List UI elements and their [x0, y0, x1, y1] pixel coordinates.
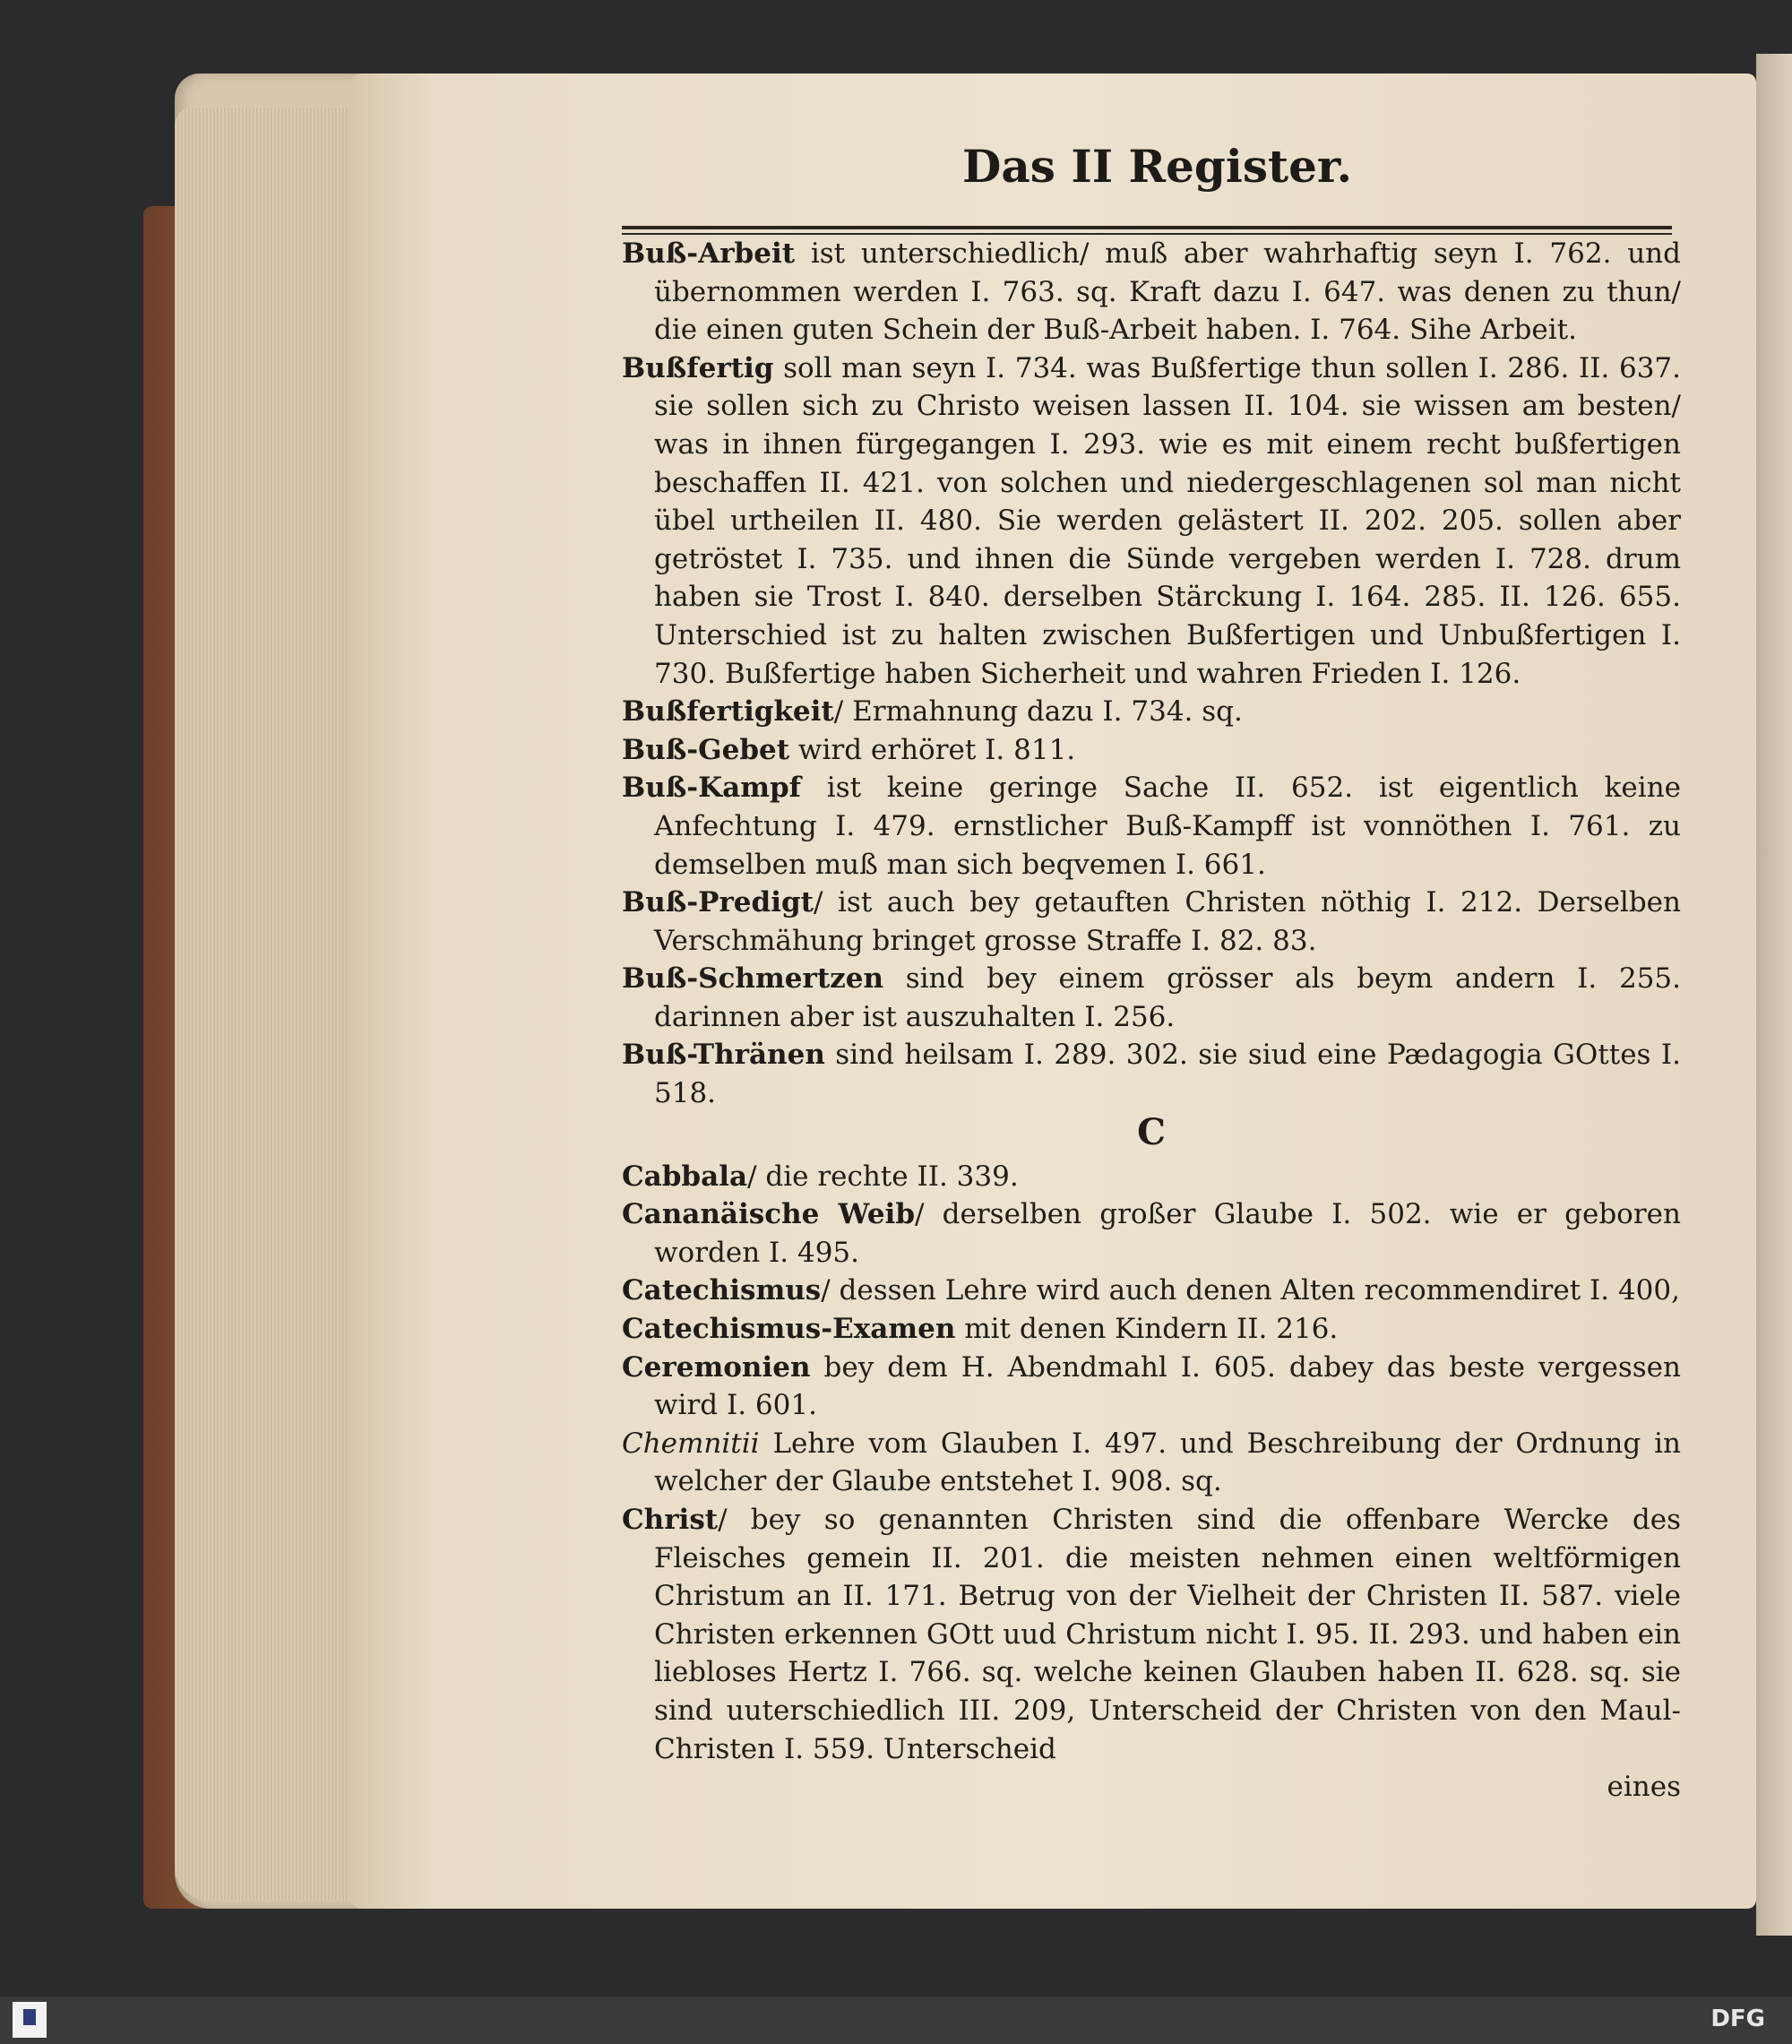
- register-entry: [622, 769, 1681, 884]
- register-entry: [622, 1158, 1681, 1196]
- register-entry: [622, 960, 1681, 1036]
- entry-text: / die rechte II. 339.: [747, 1160, 1019, 1193]
- entry-text: sind bey einem grösser als beym andern I. 255. darinnen aber ist auszuhalten I. 256.: [654, 962, 1681, 1033]
- header-rule: [622, 226, 1672, 229]
- entry-heading: Buß-Schmertzen: [622, 962, 884, 996]
- entry-text: ist keine geringe Sache II. 652. ist eigentlich keine Anfechtung I. 479. ernstlicher Buß-Kampff ist vonnöthen I. 761. zu demselben muß man sich beqvemen I. 661.: [654, 772, 1681, 881]
- register-entry: [622, 349, 1681, 693]
- dfg-logo: DFG: [1710, 2005, 1765, 2032]
- entry-text: / bey so genannten Christen sind die offenbare Wercke des Fleisches gemein II. 201. die meisten nehmen einen weltförmigen Christum an II. 171. Betrug von der Vielheit der Christen II. 587. viele Christen erkennen GOtt uud Christum nicht I. 95. II. 293. und haben ein liebloses Hertz I. 766. sq. welche keinen Glauben haben II. 628. sq. sie sind uuterschiedlich III. 209, Unterscheid der Christen von den Maul-Christen I. 559. Unterscheid: [654, 1504, 1681, 1765]
- entry-heading: Bußfertig: [622, 351, 774, 384]
- entry-heading: Ceremonien: [622, 1350, 811, 1384]
- entry-heading: Chemnitii: [622, 1427, 760, 1460]
- entry-text: / Ermahnung dazu I. 734. sq.: [833, 695, 1243, 729]
- entry-heading: Buß-Gebet: [622, 733, 790, 766]
- register-entry: [622, 1349, 1681, 1425]
- entry-heading: Christ: [622, 1504, 719, 1536]
- entry-text: Lehre vom Glauben I. 497. und Beschreibung der Ordnung in welcher der Glaube entstehet I. 908. sq.: [654, 1427, 1681, 1498]
- entry-text: mit denen Kindern II. 216.: [955, 1313, 1339, 1346]
- entry-text: wird erhöret I. 811.: [789, 733, 1076, 766]
- register-entry: [622, 1310, 1681, 1349]
- entry-text: soll man seyn I. 734. was Bußfertige thun sollen I. 286. II. 637. sie sollen sich zu Christo weisen lassen II. 104. sie wissen am besten/ was in ihnen fürgegangen I. 293. wie es mit einem recht bußfertigen beschaffen II. 421. von solchen und niedergeschlagenen sol man nicht übel urtheilen II. 480. Sie werden gelästert II. 202. 205. sollen aber getröstet I. 735. und ihnen die Sünde vergeben werden I. 728. drum haben sie Trost I. 840. derselben Stärckung I. 164. 285. II. 126. 655. Unterschied ist zu halten zwischen Bußfertigen und Unbußfertigen I. 730. Bußfertige haben Sicherheit und wahren Frieden I. 126.: [654, 351, 1681, 690]
- entry-heading: Bußfertigkeit: [622, 695, 834, 729]
- entry-heading: Buß-Thränen: [622, 1039, 825, 1072]
- register-entry: [622, 1036, 1681, 1112]
- register-entries: [622, 235, 1681, 1807]
- register-entry: [622, 235, 1681, 349]
- entry-heading: Cananäische Weib: [622, 1198, 915, 1231]
- library-logo-icon: [13, 2002, 47, 2038]
- entry-text: sind heilsam I. 289. 302. sie siud eine Pædagogia GOttes I. 518.: [654, 1039, 1681, 1110]
- entry-heading: Buß-Kampf: [622, 772, 802, 805]
- entry-text: bey dem H. Abendmahl I. 605. dabey das beste vergessen wird I. 601.: [654, 1350, 1681, 1422]
- viewer-footer: [0, 1997, 1792, 2044]
- page-header: [622, 140, 1672, 226]
- page-edges: [175, 108, 367, 1900]
- entry-heading: Cabbala: [622, 1160, 748, 1193]
- entry-heading: Buß-Arbeit: [622, 237, 796, 270]
- register-entry: [622, 1425, 1681, 1501]
- entry-text: / ist auch bey getauften Christen nöthig I. 212. Derselben Verschmähung bringet grosse Straffe I. 82. 83.: [654, 886, 1681, 957]
- register-entry: [622, 693, 1681, 731]
- entry-heading: Buß-Predigt: [622, 886, 814, 919]
- entry-heading: Catechismus: [622, 1274, 822, 1307]
- register-entry: [622, 884, 1681, 960]
- entry-text: / derselben großer Glaube I. 502. wie er geboren worden I. 495.: [654, 1198, 1681, 1269]
- page-title: Das II Register.: [962, 140, 1353, 193]
- register-entry: [622, 1195, 1681, 1272]
- adjacent-page-edge: [1756, 54, 1792, 1936]
- entry-text: / dessen Lehre wird auch denen Alten recommendiret I. 400,: [821, 1274, 1680, 1307]
- register-entry: [622, 1501, 1681, 1768]
- register-entry: [622, 1272, 1681, 1310]
- logo-mark: [23, 2009, 36, 2025]
- entry-text: ist unterschiedlich/ muß aber wahrhaftig seyn I. 762. und übernommen werden I. 763. sq. Kraft dazu I. 647. was denen zu thun/ die einen guten Schein der Buß-Arbeit haben. I. 764. Sihe Arbeit.: [654, 237, 1681, 347]
- catchword: eines: [1607, 1771, 1681, 1804]
- register-entry: [622, 731, 1681, 770]
- section-letter: C: [1137, 1110, 1166, 1153]
- entry-heading: Catechismus-Examen: [622, 1313, 956, 1346]
